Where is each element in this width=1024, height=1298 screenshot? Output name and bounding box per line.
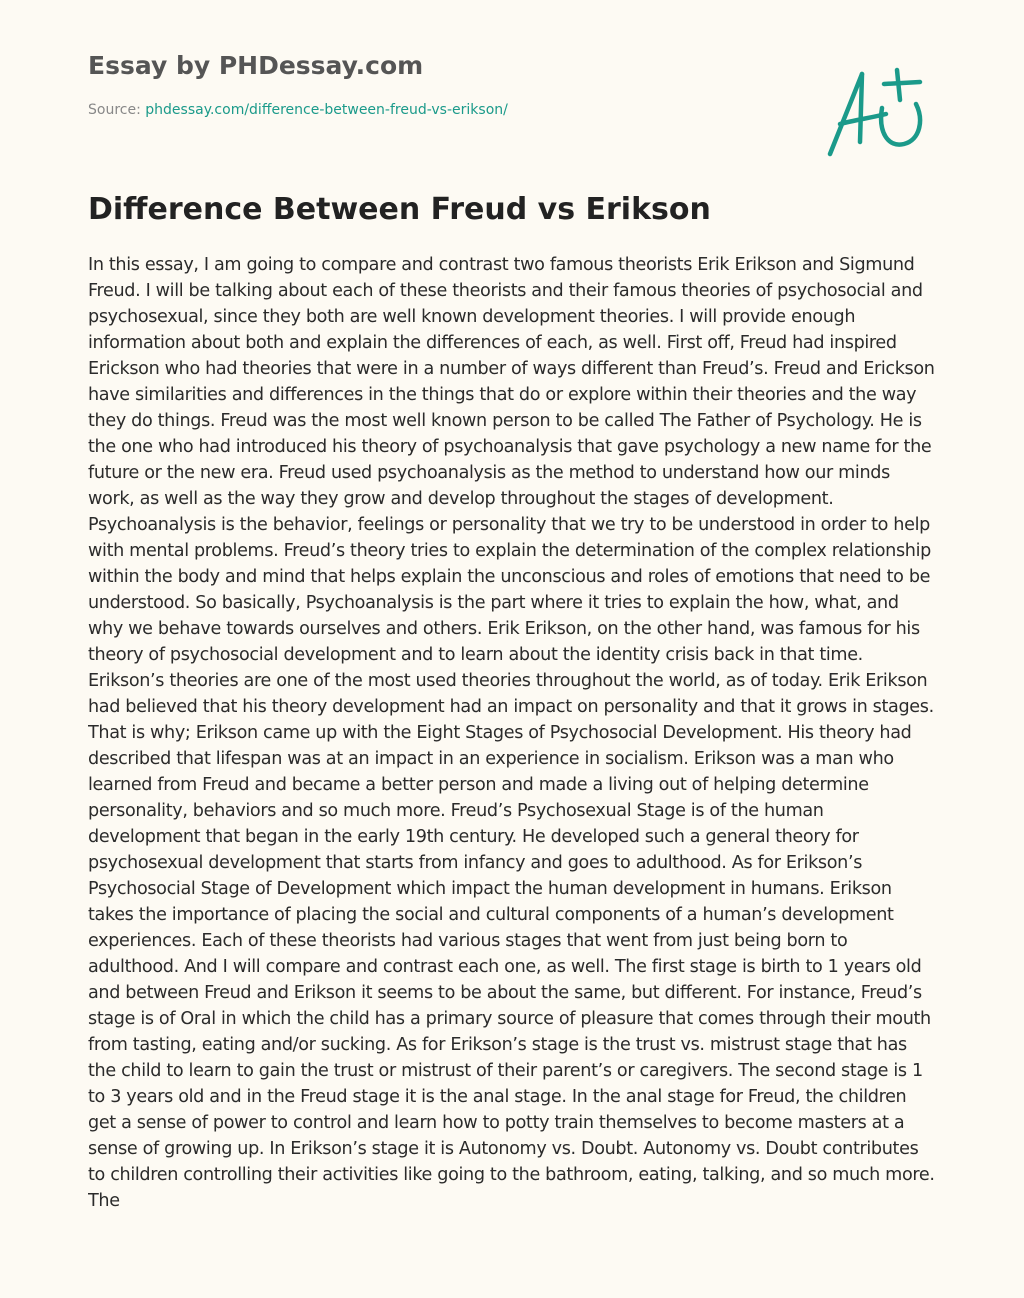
source-line [88,100,508,120]
site-title: Essay by PHDessay.com [88,51,424,80]
source-link[interactable]: phdessay.com/difference-between-freud-vs-erikson/ [145,102,508,118]
essay-body: In this essay, I am going to compare and contrast two famous theorists Erik Erikson and Sigmund Freud. I will be talking about each of these theorists and their famous theories of psychosocial and psychosexual, since they both are well known development theories. I will provide enough information about both and explain the differences of each, as well. First off, Freud had inspired Erickson who had theories that were in a number of ways different than Freud’s. Freud and Erickson have similarities and differences in the things that do or explore within their theories and the way they do things. Freud was the most well known person to be called The Father of Psychology. He is the one who had introduced his theory of psychoanalysis that gave psychology a new name for the future or the new era. Freud used psychoanalysis as the method to understand how our minds work, as well as the way they grow and develop throughout the stages of development. Psychoanalysis is the behavior, feelings or personality that we try to be understood in order to help with mental problems. Freud’s theory tries to explain the determination of the complex relationship within the body and mind that helps explain the unconscious and roles of emotions that need to be understood. So basically, Psychoanalysis is the part where it tries to explain the how, what, and why we behave towards ourselves and others. Erik Erikson, on the other hand, was famous for his theory of psychosocial development and to learn about the identity crisis back in that time. Erikson’s theories are one of the most used theories throughout the world, as of today. Erik Erikson had believed that his theory development had an impact on personality and that it grows in stages. That is why; Erikson came up with the Eight Stages of Psychosocial Development. His theory had described that lifespan was at an impact in an experience in socialism. Erikson was a man who learned from Freud and became a better person and made a living out of helping determine personality, behaviors and so much more. Freud’s Psychosexual Stage is of the human development that began in the early 19th century. He developed such a general theory for psychosexual development that starts from infancy and goes to adulthood. As for Erikson’s Psychosocial Stage of Development which impact the human development in humans. Erikson takes the importance of placing the social and cultural components of a human’s development experiences. Each of these theorists had various stages that went from just being born to adulthood. And I will compare and contrast each one, as well. The first stage is birth to 1 years old and between Freud and Erikson it seems to be about the same, but different. For instance, Freud’s stage is of Oral in which the child has a primary source of pleasure that comes through their mouth from tasting, eating and/or sucking. As for Erikson’s stage is the trust vs. mistrust stage that has the child to learn to gain the trust or mistrust of their parent’s or caregivers. The second stage is 1 to 3 years old and in the Freud stage it is the anal stage. In the anal stage for Freud, the children get a sense of power to control and learn how to potty train themselves to become masters at a sense of growing up. In Erikson’s stage it is Autonomy vs. Doubt. Autonomy vs. Doubt contributes to children controlling their activities like going to the bathroom, eating, talking, and so much more. The [88,255,935,1211]
source-label: Source: [88,102,141,118]
a-plus-logo-icon [820,62,930,162]
document-title: Difference Between Freud vs Erikson [88,192,711,227]
